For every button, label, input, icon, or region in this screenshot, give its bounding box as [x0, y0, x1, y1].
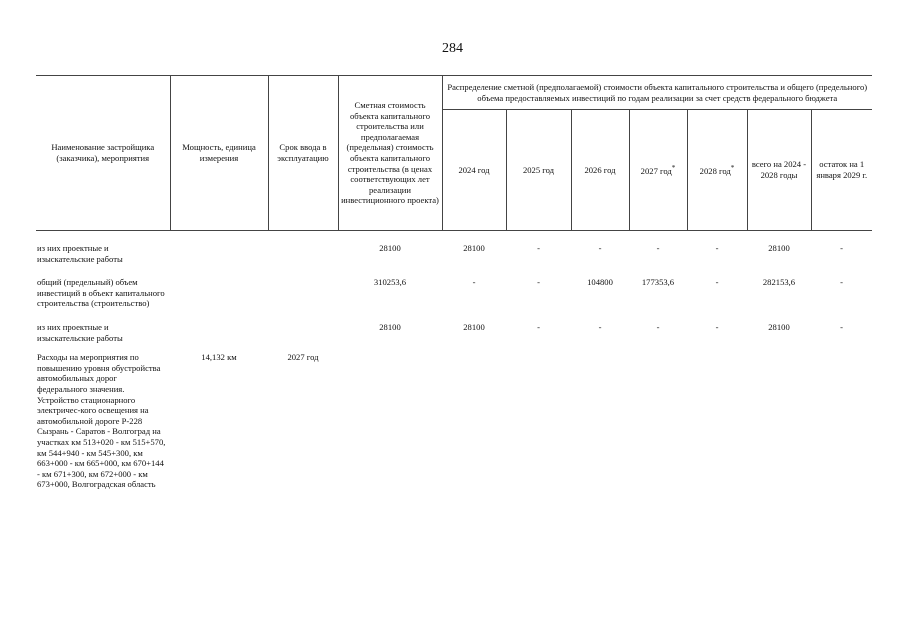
cell-total: 282153,6	[762, 277, 796, 288]
cell-capacity	[170, 264, 268, 309]
header-name: Наименование застройщика (заказчика), мероприятия	[36, 76, 170, 231]
cell-2024: 28100	[463, 243, 485, 253]
cell-2025: -	[537, 243, 540, 253]
cell-remainder: -	[840, 243, 843, 253]
cell-cost: 28100	[379, 321, 401, 332]
cell-2026: 104800	[587, 277, 613, 288]
cell-commissioning	[268, 264, 338, 309]
cell-2024: -	[472, 277, 476, 288]
cell-name: общий (предельный) объем инвестиций в объект капитального строительства (строительство)	[37, 277, 165, 309]
cell-2024: 28100	[463, 321, 485, 332]
cell-2027: -	[656, 321, 660, 332]
header-year-2028-label: 2028 год	[699, 166, 731, 177]
cell-total: 28100	[768, 243, 790, 253]
footnote-mark-2028: *	[730, 164, 735, 173]
cell-2024	[442, 343, 506, 490]
cell-capacity: 14,132 км	[201, 352, 237, 363]
cell-commissioning: 2027 год	[287, 352, 319, 363]
cell-cost: 28100	[379, 243, 401, 253]
header-total: всего на 2024 - 2028 годы	[747, 110, 811, 231]
investment-table	[36, 75, 872, 490]
header-year-2026: 2026 год	[571, 110, 629, 231]
header-commissioning: Срок ввода в эксплуатацию	[268, 76, 338, 231]
header-year-2028	[687, 110, 747, 231]
cell-remainder	[811, 343, 872, 490]
investment-table-container	[36, 75, 872, 490]
header-estimated-cost: Сметная стоимость объекта капитального строительства или предполагаемая (предельная) стоимость объекта капитального строительства (в ценах соответствующих лет реализации инвестиционного проекта)	[338, 76, 442, 231]
cell-2028: -	[715, 277, 719, 288]
cell-remainder: -	[840, 277, 843, 288]
cell-commissioning	[268, 309, 338, 343]
table-row	[36, 231, 872, 265]
cell-total: 28100	[768, 321, 790, 332]
cell-2028: -	[715, 321, 719, 332]
cell-total	[747, 343, 811, 490]
cell-2027: -	[656, 243, 660, 253]
cell-2025: -	[537, 321, 540, 332]
cell-2028: -	[715, 243, 719, 253]
cell-2027	[629, 343, 687, 490]
cell-name: из них проектные и изыскательские работы	[37, 321, 123, 343]
cell-2026	[571, 343, 629, 490]
cell-capacity	[170, 231, 268, 265]
cell-cost	[338, 343, 442, 490]
cell-2026: -	[598, 321, 602, 332]
table-row	[36, 264, 872, 309]
table-body	[36, 231, 872, 490]
cell-remainder: -	[840, 321, 843, 332]
cell-name: из них проектные и изыскательские работы	[37, 243, 123, 264]
cell-name: Расходы на мероприятия по повышению уровня обустройства автомобильных дорог федерального значения. Устройство стационарного электричес-кого освещения на автомобильной дороге Р-228 Сызрань - Саратов - Волгоград на участках км 513+020 - км 515+570, км 544+940 - км 545+300, км 663+000 - км 665+000, км 670+144 - км 671+300, км 672+000 - км 673+000, Волгоградская область	[37, 352, 166, 490]
header-distribution: Распределение сметной (предполагаемой) стоимости объекта капитального строительства и общего (предельного) объема предоставляемых инвестиций по годам реализации за счет средств федерального бюджета	[442, 76, 872, 110]
cell-2028	[687, 343, 747, 490]
header-year-2025: 2025 год	[506, 110, 571, 231]
cell-2027: 177353,6	[641, 277, 675, 288]
cell-2026: -	[598, 243, 602, 253]
cell-commissioning	[268, 231, 338, 265]
header-capacity: Мощность, единица измерения	[170, 76, 268, 231]
cell-2025: -	[537, 277, 540, 288]
table-row	[36, 309, 872, 343]
cell-capacity	[170, 309, 268, 343]
header-year-2027	[629, 110, 687, 231]
cell-2025	[506, 343, 571, 490]
footnote-mark-2027: *	[671, 164, 676, 173]
table-row	[36, 343, 872, 490]
header-year-2024: 2024 год	[442, 110, 506, 231]
table-header	[36, 76, 872, 231]
header-year-2027-label: 2027 год	[640, 166, 672, 177]
page-number: 284	[442, 41, 463, 56]
cell-cost: 310253,6	[373, 277, 407, 288]
header-remainder: остаток на 1 января 2029 г.	[811, 110, 872, 231]
